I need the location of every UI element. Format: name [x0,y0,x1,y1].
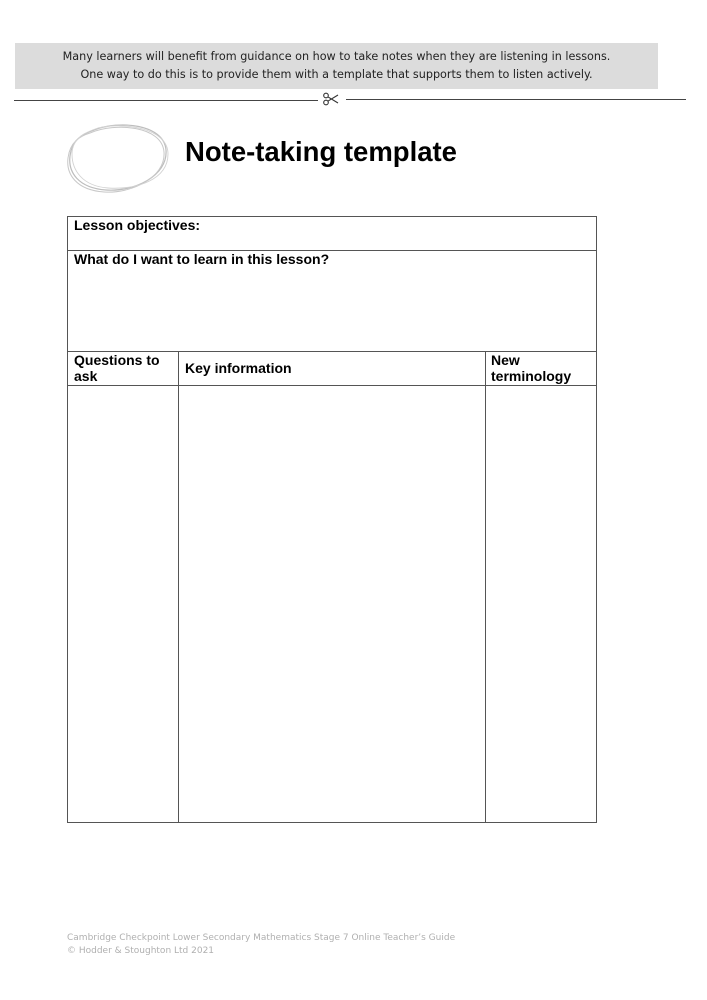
cut-line-left [14,100,318,101]
scissors-icon [322,90,340,108]
terminology-answer-cell [485,385,597,823]
questions-answer-cell [67,385,179,823]
hand-drawn-circle-icon [64,120,172,196]
guidance-banner [15,43,658,89]
footer-line-2: © Hodder & Stoughton Ltd 2021 [67,946,215,956]
cut-line-right [346,99,686,100]
questions-label-line-2: ask [74,368,98,384]
footer [67,932,455,958]
key-info-label: Key information [185,360,292,376]
page-title: Note-taking template [185,136,457,167]
footer-line-1: Cambridge Checkpoint Lower Secondary Mathematics Stage 7 Online Teacher’s Guide [67,933,456,943]
guidance-line-1: Many learners will benefit from guidance on how to take notes when they are listening in lessons. [62,50,611,63]
terminology-label-line-2: terminology [491,368,572,384]
questions-label-line-1: Questions to [74,352,160,368]
terminology-label-line-1: New [491,352,520,368]
learn-question-label: What do I want to learn in this lesson? [74,251,330,267]
lesson-objectives-label: Lesson objectives: [74,217,201,233]
guidance-line-2: One way to do this is to provide them with a template that supports them to listen actively. [80,68,593,81]
key-info-answer-cell [178,385,486,823]
